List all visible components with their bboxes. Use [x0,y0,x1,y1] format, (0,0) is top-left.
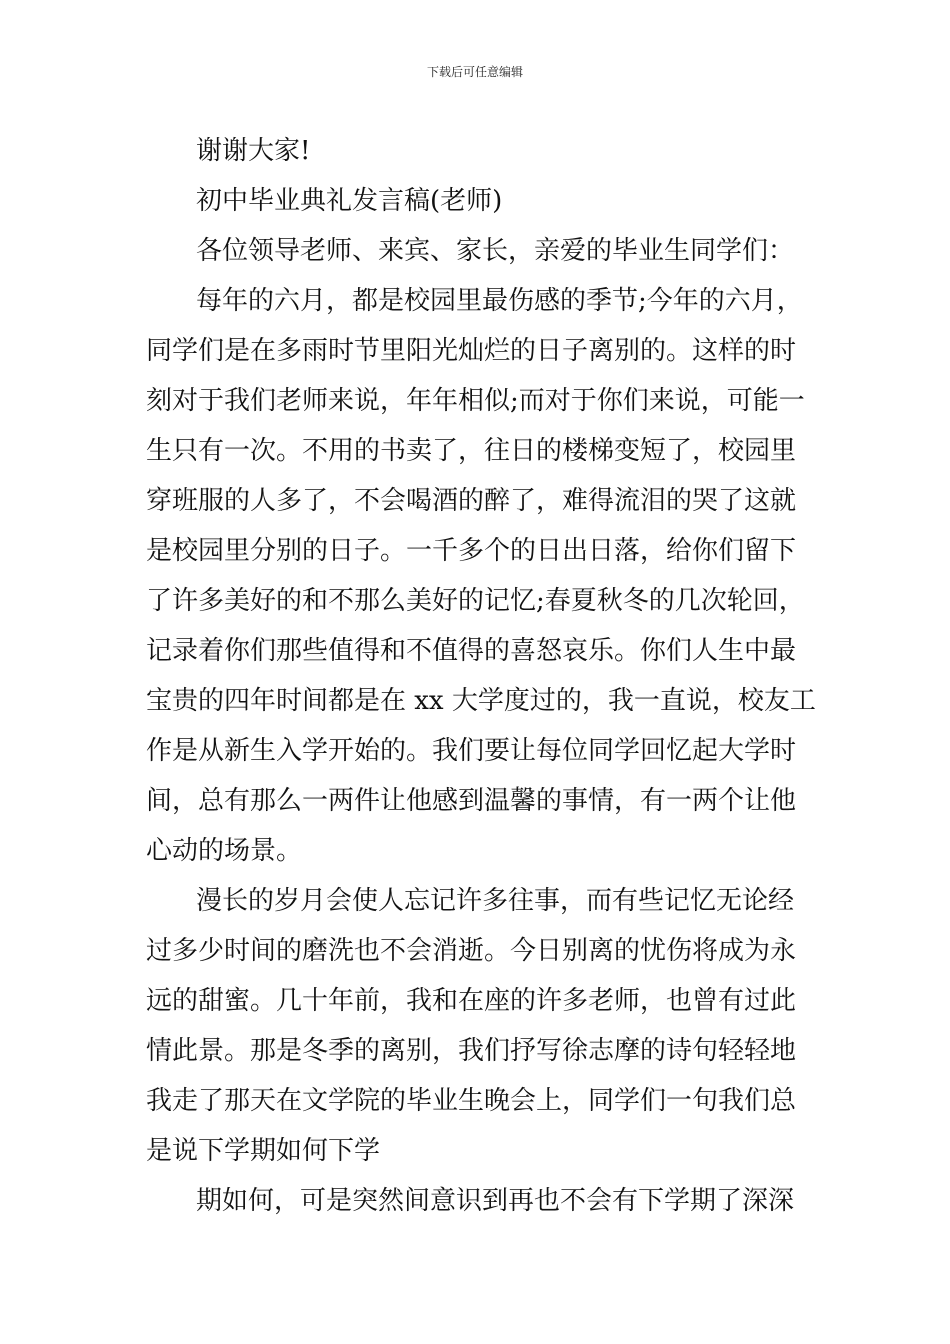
page-header: 下载后可任意编辑 [426,65,523,79]
text-line: 我走了那天在文学院的毕业生晚会上，同学们一句我们总 [146,1086,797,1116]
text-line: 谢谢大家! [196,136,311,166]
text-line: 情此景。那是冬季的离别，我们抒写徐志摩的诗句轻轻地 [146,1036,797,1066]
text-line: 同学们是在多雨时节里阳光灿烂的日子离别的。这样的时 [146,336,797,366]
text-line: 各位领导老师、来宾、家长，亲爱的毕业生同学们： [196,236,795,266]
text-line: 间，总有那么一两件让他感到温馨的事情，有一两个让他 [146,786,797,816]
text-line: 记录着你们那些值得和不值得的喜怒哀乐。你们人生中最 [146,636,797,666]
text-line: 初中毕业典礼发言稿(老师) [196,186,503,216]
text-line: 是校园里分别的日子。一千多个的日出日落，给你们留下 [146,536,797,566]
text-line: 过多少时间的磨洗也不会消逝。今日别离的忧伤将成为永 [146,936,797,966]
text-line: 漫长的岁月会使人忘记许多往事，而有些记忆无论经 [196,886,795,916]
text-line: 生只有一次。不用的书卖了，往日的楼梯变短了，校园里 [146,436,797,466]
text-line: 远的甜蜜。几十年前，我和在座的许多老师，也曾有过此 [146,986,797,1016]
text-line: 穿班服的人多了，不会喝酒的醉了，难得流泪的哭了这就 [146,486,797,516]
text-line: 了许多美好的和不那么美好的记忆;春夏秋冬的几次轮回， [146,586,805,616]
text-line: 是说下学期如何下学 [146,1136,381,1166]
text-line: 刻对于我们老师来说，年年相似;而对于你们来说，可能一 [146,386,805,416]
text-line: 作是从新生入学开始的。我们要让每位同学回忆起大学时 [146,736,797,766]
text-line: 宝贵的四年时间都是在 xx 大学度过的，我一直说，校友工 [146,686,816,716]
text-line: 期如何，可是突然间意识到再也不会有下学期了深深 [196,1186,795,1216]
document-body [146,126,816,1226]
text-line: 每年的六月，都是校园里最伤感的季节;今年的六月， [196,286,803,316]
text-line: 心动的场景。 [146,836,303,866]
